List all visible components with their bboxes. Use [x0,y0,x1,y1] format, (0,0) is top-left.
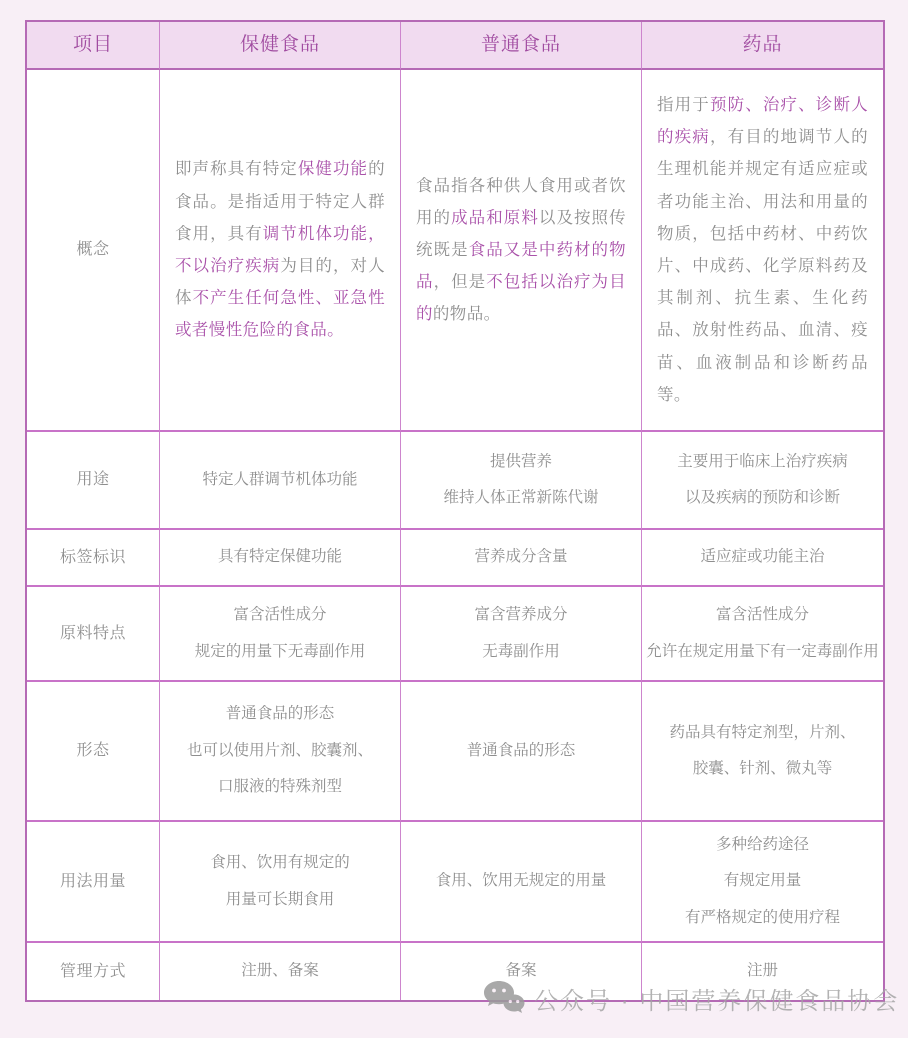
header-label: 保健食品 [239,34,320,56]
watermark [483,980,899,1016]
concept-text: 食品指各种供人食用或者饮用的成品和原料以及按照传统既是食品又是中药材的物品，但是不包括以治疗为目的的物品。 [416,176,627,324]
cell-labeling-drug: 适应症或功能主治 [642,530,883,587]
header-cell-ordinary-food [401,22,642,70]
wechat-icon [483,980,525,1016]
row-label-usage-dosage: 用法用量 [27,822,160,943]
header-label: 药品 [742,34,783,56]
comparison-table [25,20,885,1002]
row-label-use: 用途 [27,432,160,530]
cell-concept-drug [642,70,883,432]
cell-use-ordinary-food: 提供营养 维持人体正常新陈代谢 [401,432,642,530]
row-label-form: 形态 [27,682,160,822]
row-label-concept: 概念 [27,70,160,432]
cell-form-drug: 药品具有特定剂型，片剂、 胶囊、针剂、微丸等 [642,682,883,822]
cell-usage-ordinary-food: 食用、饮用无规定的用量 [401,822,642,943]
row-label-administration: 管理方式 [27,943,160,1000]
cell-administration-drug: 注册 [746,962,778,980]
cell-concept-health-food [160,70,401,432]
cell-administration-health-food: 注册、备案 [160,943,401,1000]
concept-text: 即声称具有特定保健功能的食品。是指适用于特定人群食用，具有调节机体功能，不以治疗疾病为目的，对人体不产生任何急性、亚急性或者慢性危险的食品。 [175,160,386,340]
cell-administration-ordinary-food: 备案 [401,943,642,1000]
cell-use-drug: 主要用于临床上治疗疾病 以及疾病的预防和诊断 [642,432,883,530]
header-label: 项目 [72,34,113,56]
cell-raw-material-drug: 富含活性成分 允许在规定用量下有一定毒副作用 [642,587,883,682]
header-cell-drug [642,22,883,70]
cell-form-ordinary-food: 普通食品的形态 [401,682,642,822]
header-label: 普通食品 [480,34,561,56]
header-cell-item [27,22,160,70]
watermark-text: 公众号 · 中国营养保健食品协会 [534,987,900,1015]
cell-usage-health-food: 食用、饮用有规定的 用量可长期食用 [160,822,401,943]
cell-concept-ordinary-food [401,70,642,432]
row-label-raw-material: 原料特点 [27,587,160,682]
row-label-labeling: 标签标识 [27,530,160,587]
cell-labeling-ordinary-food: 营养成分含量 [401,530,642,587]
concept-text: 指用于预防、治疗、诊断人的疾病，有目的地调节人的生理机能并规定有适应症或者功能主治、用法和用量的物质，包括中药材、中药饮片、中成药、化学原料药及其制剂、抗生素、生化药品、放射性药品、血清、疫苗、血液制品和诊断药品等。 [657,96,868,404]
cell-raw-material-ordinary-food: 富含营养成分 无毒副作用 [401,587,642,682]
cell-raw-material-health-food: 富含活性成分 规定的用量下无毒副作用 [160,587,401,682]
cell-labeling-health-food: 具有特定保健功能 [160,530,401,587]
cell-use-health-food: 特定人群调节机体功能 [160,432,401,530]
header-cell-health-food [160,22,401,70]
cell-form-health-food: 普通食品的形态 也可以使用片剂、胶囊剂、 口服液的特殊剂型 [160,682,401,822]
cell-usage-drug: 多种给药途径 有规定用量 有严格规定的使用疗程 [642,822,883,943]
